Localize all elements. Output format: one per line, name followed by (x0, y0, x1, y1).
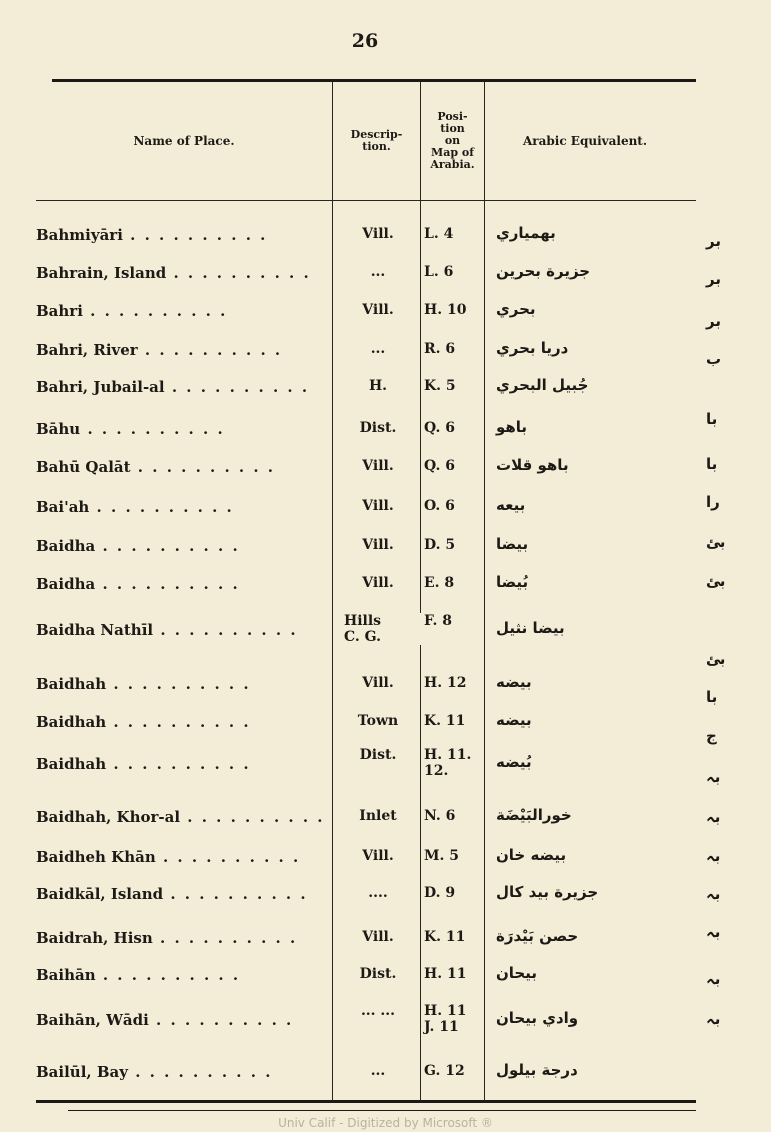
arabic-equivalent: جزيرة بيد كال (496, 883, 599, 901)
arabic-equivalent: حصن بَيْدرَة (496, 927, 579, 945)
header-name-of-place: Name of Place. (133, 134, 235, 148)
place-name: Baidhah, Khor-al . (36, 808, 326, 826)
place-name: Baihān . (36, 966, 326, 984)
map-position: E. 8 (424, 575, 455, 591)
margin-mark: بئ (706, 533, 726, 551)
arabic-equivalent: دريا بحري (496, 339, 569, 357)
header-arabic-equivalent: Arabic Equivalent. (522, 134, 648, 148)
margin-mark: بہ (706, 885, 721, 903)
margin-mark: بر (706, 270, 721, 288)
map-position: D. 9 (424, 885, 456, 901)
table-row (36, 1003, 696, 1035)
place-description: Vill. (338, 302, 418, 318)
place-name: Baidhah . (36, 755, 326, 773)
arabic-equivalent: وادي بيحان (496, 1009, 579, 1027)
place-description: Town (338, 713, 418, 729)
arabic-equivalent: بيضا نثيل (496, 619, 565, 637)
table-row (36, 333, 696, 365)
header-position: Posi- tion on Map of Arabia. (430, 110, 475, 171)
map-position: D. 5 (424, 537, 456, 553)
arabic-equivalent: بيضا (496, 535, 529, 553)
table-row (36, 613, 696, 645)
margin-mark: با (706, 688, 718, 706)
place-name: Bai'ah . (36, 498, 326, 516)
arabic-equivalent: بيعه (496, 496, 526, 514)
place-description: ... (338, 341, 418, 357)
table-row (36, 370, 696, 402)
arabic-equivalent: بيضه (496, 673, 532, 691)
map-position: N. 6 (424, 808, 456, 824)
table-row (36, 529, 696, 561)
map-position: L. 6 (424, 264, 454, 280)
table-row (36, 921, 696, 953)
table-row (36, 840, 696, 872)
place-description: Dist. (338, 420, 418, 436)
table-row (36, 1055, 696, 1087)
margin-mark: را (706, 493, 720, 511)
margin-mark: بہ (706, 808, 721, 826)
place-description: Vill. (338, 929, 418, 945)
arabic-equivalent: بيحان (496, 964, 538, 982)
map-position: H. 10 (424, 302, 467, 318)
place-name: Baidhah . (36, 675, 326, 693)
place-name: Baidha . (36, 537, 326, 555)
table-row (36, 667, 696, 699)
place-description: ... (338, 1063, 418, 1079)
place-name: Baidhah . (36, 713, 326, 731)
place-name: Bāhu . (36, 420, 326, 438)
place-name: Bahri, River . (36, 341, 326, 359)
place-description: H. (338, 378, 418, 394)
table-row (36, 450, 696, 482)
place-name: Bahri . (36, 302, 326, 320)
table-row (36, 412, 696, 444)
place-name: Baidrah, Hisn . (36, 929, 326, 947)
place-description: ... (338, 264, 418, 280)
margin-mark: با (706, 410, 718, 428)
place-name: Baidha Nathīl . (36, 621, 326, 639)
place-description: Vill. (338, 537, 418, 553)
place-name: Baidheh Khān . (36, 848, 326, 866)
place-description: Vill. (338, 848, 418, 864)
margin-mark: با (706, 455, 718, 473)
place-description: Vill. (338, 226, 418, 242)
arabic-equivalent: بُيضه (496, 753, 532, 771)
table-row (36, 800, 696, 832)
map-position: G. 12 (424, 1063, 465, 1079)
place-description: Dist. (338, 966, 418, 982)
map-position: H. 11. 12. (424, 747, 472, 779)
arabic-equivalent: خورالبَيْضَة (496, 806, 572, 824)
place-name: Bahmiyāri . (36, 226, 326, 244)
map-position: Q. 6 (424, 458, 455, 474)
place-description: Vill. (338, 498, 418, 514)
arabic-equivalent: بحري (496, 300, 536, 318)
map-position: K. 11 (424, 929, 466, 945)
arabic-equivalent: بيضه خان (496, 846, 567, 864)
map-position: K. 11 (424, 713, 466, 729)
table-row (36, 567, 696, 599)
arabic-equivalent: درجة بيلول (496, 1061, 578, 1079)
arabic-equivalent: جزيرة بحرين (496, 262, 591, 280)
margin-mark: بہ (706, 970, 721, 988)
table-row (36, 705, 696, 737)
place-name: Baidkāl, Island . (36, 885, 326, 903)
table-row (36, 747, 696, 779)
arabic-equivalent: بيضه (496, 711, 532, 729)
table-row (36, 490, 696, 522)
place-description: Inlet (338, 808, 418, 824)
map-position: H. 11 J. 11 (424, 1003, 467, 1035)
header-description: Descrip- tion. (350, 128, 403, 153)
arabic-equivalent: باهو (496, 418, 528, 436)
place-description: Hills C. G. (338, 613, 424, 645)
place-description: Dist. (338, 747, 418, 763)
map-position: M. 5 (424, 848, 459, 864)
place-name: Bahū Qalāt . (36, 458, 326, 476)
place-description: Vill. (338, 575, 418, 591)
map-position: Q. 6 (424, 420, 455, 436)
place-name: Bahrain, Island . (36, 264, 326, 282)
header-rule (36, 200, 696, 201)
place-description: ... ... (338, 1003, 418, 1019)
bottom-rule-thin (68, 1110, 696, 1111)
table-row (36, 256, 696, 288)
arabic-equivalent: جُبيل البحري (496, 376, 589, 394)
place-description: Vill. (338, 675, 418, 691)
margin-mark: بہ (706, 923, 721, 941)
margin-mark: بر (706, 232, 721, 250)
table-row (36, 294, 696, 326)
place-name: Bahri, Jubail-al . (36, 378, 326, 396)
margin-mark: بئ (706, 572, 726, 590)
margin-mark: بہ (706, 768, 721, 786)
map-position: H. 12 (424, 675, 467, 691)
arabic-equivalent: بهمياري (496, 224, 556, 242)
table-row (36, 218, 696, 250)
margin-mark: بہ (706, 1010, 721, 1028)
place-name: Baidha . (36, 575, 326, 593)
margin-mark: ب (706, 350, 722, 368)
arabic-equivalent: باهو قلات (496, 456, 569, 474)
margin-mark: بئ (706, 650, 726, 668)
place-description: .... (338, 885, 418, 901)
map-position: O. 6 (424, 498, 455, 514)
page-number: 26 (351, 30, 379, 52)
place-name: Bailūl, Bay . (36, 1063, 326, 1081)
map-position: F. 8 (424, 613, 453, 629)
map-position: R. 6 (424, 341, 456, 357)
table-row (36, 958, 696, 990)
margin-mark: بہ (706, 847, 721, 865)
map-position: K. 5 (424, 378, 456, 394)
arabic-equivalent: بُيضا (496, 573, 529, 591)
margin-mark: بر (706, 312, 721, 330)
digitization-footer: Univ Calif - Digitized by Microsoft ® (278, 1116, 493, 1130)
map-position: L. 4 (424, 226, 454, 242)
margin-mark: ج (706, 727, 717, 745)
map-position: H. 11 (424, 966, 467, 982)
place-name: Baihān, Wādi . (36, 1011, 326, 1029)
bottom-rule (36, 1100, 696, 1103)
place-description: Vill. (338, 458, 418, 474)
table-row (36, 877, 696, 909)
